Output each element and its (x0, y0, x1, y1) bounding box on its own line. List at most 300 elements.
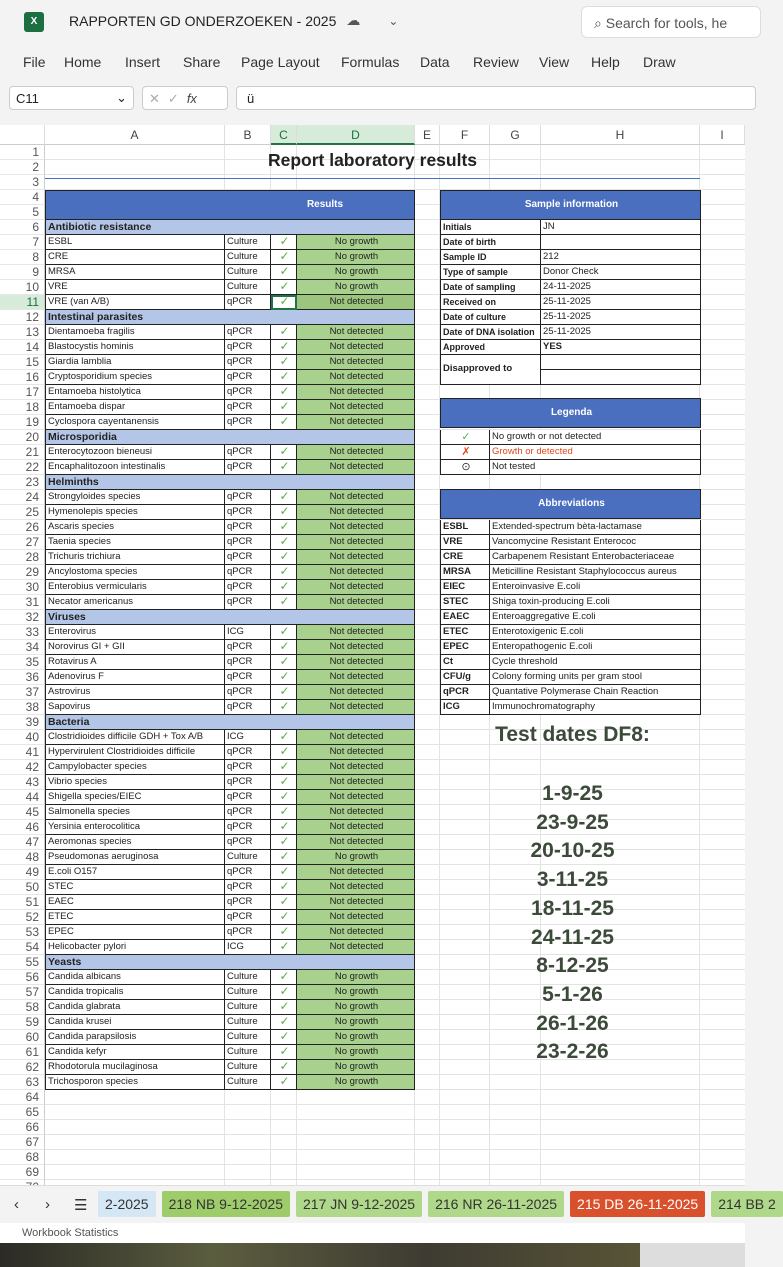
sample-info-value[interactable]: 212 (541, 250, 701, 265)
check-icon[interactable]: ✓ (271, 700, 297, 715)
check-icon[interactable]: ✓ (271, 385, 297, 400)
test-method: qPCR (225, 655, 271, 670)
row-header[interactable]: 17 (0, 385, 45, 400)
test-method: qPCR (225, 295, 271, 310)
test-result[interactable]: Not detected (297, 580, 415, 595)
row-header[interactable]: 11 (0, 295, 45, 310)
test-result[interactable]: Not detected (297, 895, 415, 910)
menu-data[interactable]: Data (420, 54, 450, 70)
test-method: qPCR (225, 580, 271, 595)
menu-home[interactable]: Home (64, 54, 102, 70)
enter-icon[interactable]: ✓ (167, 91, 187, 106)
check-icon[interactable]: ✓ (271, 985, 297, 1000)
row-header[interactable]: 60 (0, 1030, 45, 1045)
test-method: ICG (225, 730, 271, 745)
abbreviation: CFU/g (440, 670, 490, 685)
test-result[interactable]: Not detected (297, 550, 415, 565)
row-header[interactable]: 52 (0, 910, 45, 925)
abbreviation-meaning: Colony forming units per gram stool (490, 670, 701, 685)
abbreviation: Ct (440, 655, 490, 670)
row-header[interactable]: 31 (0, 595, 45, 610)
test-result[interactable]: Not detected (297, 415, 415, 430)
row-header[interactable]: 35 (0, 655, 45, 670)
row-header[interactable]: 41 (0, 745, 45, 760)
test-method: Culture (225, 970, 271, 985)
test-date: 23-9-25 (536, 810, 609, 834)
sheet-tab[interactable]: 215 DB 26-11-2025 (570, 1191, 705, 1217)
test-result[interactable]: Not detected (297, 940, 415, 955)
row-header[interactable]: 49 (0, 865, 45, 880)
check-icon[interactable]: ✓ (271, 250, 297, 265)
test-result[interactable]: Not detected (297, 520, 415, 535)
test-result[interactable]: No growth (297, 250, 415, 265)
test-name: Candida kefyr (45, 1045, 225, 1060)
row-header[interactable]: 34 (0, 640, 45, 655)
row-header[interactable]: 57 (0, 985, 45, 1000)
abbreviation-meaning: Extended-spectrum bèta-lactamase (490, 520, 701, 535)
row-header[interactable]: 32 (0, 610, 45, 625)
sheet-tab[interactable]: 214 BB 2 (711, 1191, 783, 1217)
test-result[interactable]: Not detected (297, 925, 415, 940)
test-result[interactable]: Not detected (297, 880, 415, 895)
row-header[interactable]: 14 (0, 340, 45, 355)
test-name: Salmonella species (45, 805, 225, 820)
test-name: Entamoeba histolytica (45, 385, 225, 400)
test-result[interactable]: Not detected (297, 565, 415, 580)
test-name: Encaphalitozoon intestinalis (45, 460, 225, 475)
test-result[interactable]: Not detected (297, 640, 415, 655)
row-header[interactable]: 8 (0, 250, 45, 265)
formula-input[interactable]: ü (236, 86, 756, 110)
check-icon[interactable]: ✓ (271, 895, 297, 910)
all-sheets-menu-icon[interactable]: ☰ (74, 1197, 88, 1214)
menu-draw[interactable]: Draw (643, 54, 676, 70)
column-header-A[interactable]: A (45, 125, 225, 145)
test-result[interactable]: No growth (297, 235, 415, 250)
test-name: E.coli O157 (45, 865, 225, 880)
desktop-background (0, 1243, 640, 1267)
test-result[interactable]: Not detected (297, 340, 415, 355)
sample-info-value[interactable]: Donor Check (541, 265, 701, 280)
check-icon[interactable]: ✓ (271, 460, 297, 475)
test-date: 26-1-26 (536, 1011, 609, 1035)
spreadsheet-grid[interactable] (0, 125, 745, 1185)
row-header[interactable]: 58 (0, 1000, 45, 1015)
check-icon[interactable]: ✓ (271, 820, 297, 835)
check-icon[interactable]: ✓ (271, 505, 297, 520)
disapproved-label: Disapproved to (440, 355, 541, 385)
row-header[interactable]: 6 (0, 220, 45, 235)
test-name: Clostridioides difficile GDH + Tox A/B (45, 730, 225, 745)
sample-info-value[interactable]: JN (541, 220, 701, 235)
check-icon[interactable]: ✓ (271, 925, 297, 940)
test-name: Candida albicans (45, 970, 225, 985)
row-header[interactable]: 68 (0, 1150, 45, 1165)
abbreviation-meaning: Meticilline Resistant Staphylococcus aureus (490, 565, 701, 580)
menu-share[interactable]: Share (183, 54, 221, 70)
check-icon[interactable]: ✓ (271, 910, 297, 925)
test-result[interactable]: Not detected (297, 760, 415, 775)
test-name: Enterocytozoon bieneusi (45, 445, 225, 460)
test-method: Culture (225, 250, 271, 265)
check-icon[interactable]: ✓ (271, 640, 297, 655)
test-method: qPCR (225, 820, 271, 835)
disapproved-value-2[interactable] (541, 370, 701, 385)
row-header[interactable]: 48 (0, 850, 45, 865)
desktop-background-right (640, 1243, 745, 1267)
abbreviation: VRE (440, 535, 490, 550)
test-result[interactable]: Not detected (297, 745, 415, 760)
test-result[interactable]: Not detected (297, 730, 415, 745)
row-header[interactable]: 21 (0, 445, 45, 460)
check-icon[interactable]: ✓ (271, 760, 297, 775)
row-header[interactable]: 53 (0, 925, 45, 940)
legend-text: Not tested (490, 460, 701, 475)
gridline-h (45, 1134, 745, 1135)
prev-sheet-icon[interactable]: ‹ (14, 1196, 19, 1213)
check-icon[interactable]: ✓ (271, 490, 297, 505)
check-icon[interactable]: ✓ (271, 580, 297, 595)
row-header[interactable]: 40 (0, 730, 45, 745)
row-header[interactable]: 26 (0, 520, 45, 535)
check-icon[interactable]: ✓ (271, 1060, 297, 1075)
sheet-tab[interactable]: 217 JN 9-12-2025 (296, 1191, 422, 1217)
row-header[interactable]: 39 (0, 715, 45, 730)
sample-info-value[interactable]: YES (541, 340, 701, 355)
test-method: Culture (225, 235, 271, 250)
gridline-h (45, 1119, 745, 1120)
sample-info-value[interactable]: 25-11-2025 (541, 295, 701, 310)
test-result[interactable]: No growth (297, 1015, 415, 1030)
column-header-F[interactable]: F (440, 125, 490, 145)
cloud-saved-icon[interactable]: ☁ (346, 12, 361, 28)
check-icon[interactable]: ✓ (271, 1000, 297, 1015)
menu-page-layout[interactable]: Page Layout (241, 54, 320, 70)
test-result[interactable]: Not detected (297, 700, 415, 715)
check-icon[interactable]: ✓ (271, 1015, 297, 1030)
test-name: VRE (45, 280, 225, 295)
name-box-value: C11 (16, 91, 39, 106)
row-header[interactable]: 5 (0, 205, 45, 220)
test-method: qPCR (225, 775, 271, 790)
test-result[interactable]: Not detected (297, 370, 415, 385)
check-icon[interactable]: ✓ (271, 295, 297, 310)
row-header[interactable]: 1 (0, 145, 45, 160)
menu-file[interactable]: File (23, 54, 46, 70)
test-result[interactable]: No growth (297, 1030, 415, 1045)
check-icon[interactable]: ✓ (271, 670, 297, 685)
test-method: qPCR (225, 760, 271, 775)
row-header[interactable]: 25 (0, 505, 45, 520)
test-name: Necator americanus (45, 595, 225, 610)
test-method: qPCR (225, 595, 271, 610)
sample-info-value[interactable]: 25-11-2025 (541, 310, 701, 325)
check-icon[interactable]: ✓ (271, 655, 297, 670)
row-header[interactable]: 7 (0, 235, 45, 250)
test-result[interactable]: No growth (297, 850, 415, 865)
legend-icon: ✗ (440, 445, 490, 460)
sample-info-label: Approved (440, 340, 541, 355)
sheet-tab[interactable]: 216 NR 26-11-2025 (428, 1191, 564, 1217)
row-header[interactable]: 56 (0, 970, 45, 985)
column-header-H[interactable]: H (541, 125, 700, 145)
check-icon[interactable]: ✓ (271, 790, 297, 805)
row-header[interactable]: 24 (0, 490, 45, 505)
row-header[interactable]: 43 (0, 775, 45, 790)
row-header[interactable]: 18 (0, 400, 45, 415)
row-header[interactable]: 46 (0, 820, 45, 835)
row-header[interactable]: 16 (0, 370, 45, 385)
row-header[interactable]: 4 (0, 190, 45, 205)
row-header[interactable]: 12 (0, 310, 45, 325)
test-method: Culture (225, 850, 271, 865)
test-method: qPCR (225, 370, 271, 385)
row-header[interactable]: 61 (0, 1045, 45, 1060)
menu-review[interactable]: Review (473, 54, 519, 70)
row-header[interactable]: 64 (0, 1090, 45, 1105)
row-header[interactable]: 54 (0, 940, 45, 955)
sheet-tab[interactable]: 218 NB 9-12-2025 (162, 1191, 290, 1217)
check-icon[interactable]: ✓ (271, 685, 297, 700)
row-header[interactable]: 30 (0, 580, 45, 595)
sheet-tabs (98, 1191, 776, 1217)
section-header: Viruses (45, 610, 415, 625)
row-header[interactable]: 42 (0, 760, 45, 775)
sample-info-value[interactable]: 25-11-2025 (541, 325, 701, 340)
row-header[interactable]: 65 (0, 1105, 45, 1120)
chevron-down-icon[interactable]: ⌄ (388, 13, 399, 28)
menu-help[interactable]: Help (591, 54, 620, 70)
row-header[interactable]: 63 (0, 1075, 45, 1090)
disapproved-value-1[interactable] (541, 355, 701, 370)
test-name: Cryptosporidium species (45, 370, 225, 385)
abbreviation-meaning: Enteroinvasive E.coli (490, 580, 701, 595)
test-date: 5-1-26 (542, 982, 603, 1006)
row-header[interactable]: 10 (0, 280, 45, 295)
sheet-tab[interactable]: 2-2025 (98, 1191, 156, 1217)
column-header-C[interactable]: C (271, 125, 297, 145)
search-box[interactable] (581, 6, 761, 38)
test-result[interactable]: Not detected (297, 670, 415, 685)
report-title: Report laboratory results (267, 150, 478, 170)
row-header[interactable]: 38 (0, 700, 45, 715)
test-result[interactable]: Not detected (297, 295, 415, 310)
test-name: Campylobacter species (45, 760, 225, 775)
test-result[interactable]: No growth (297, 1045, 415, 1060)
test-result[interactable]: Not detected (297, 535, 415, 550)
row-header[interactable]: 20 (0, 430, 45, 445)
check-icon[interactable]: ✓ (271, 355, 297, 370)
test-result[interactable]: Not detected (297, 400, 415, 415)
test-result[interactable]: Not detected (297, 595, 415, 610)
test-result[interactable]: Not detected (297, 505, 415, 520)
test-result[interactable]: Not detected (297, 820, 415, 835)
check-icon[interactable]: ✓ (271, 1075, 297, 1090)
select-all-corner[interactable] (0, 125, 45, 145)
check-icon[interactable]: ✓ (271, 1030, 297, 1045)
row-header[interactable]: 36 (0, 670, 45, 685)
sample-info-value[interactable]: 24-11-2025 (541, 280, 701, 295)
check-icon[interactable]: ✓ (271, 865, 297, 880)
test-result[interactable]: No growth (297, 265, 415, 280)
title-underline (45, 178, 700, 179)
check-icon[interactable]: ✓ (271, 520, 297, 535)
test-result[interactable]: Not detected (297, 355, 415, 370)
test-result[interactable]: Not detected (297, 910, 415, 925)
test-result[interactable]: Not detected (297, 385, 415, 400)
check-icon[interactable]: ✓ (271, 940, 297, 955)
check-icon[interactable]: ✓ (271, 325, 297, 340)
test-result[interactable]: No growth (297, 970, 415, 985)
row-header[interactable]: 55 (0, 955, 45, 970)
row-header[interactable]: 37 (0, 685, 45, 700)
check-icon[interactable]: ✓ (271, 805, 297, 820)
check-icon[interactable]: ✓ (271, 265, 297, 280)
sample-info-value[interactable] (541, 235, 701, 250)
check-icon[interactable]: ✓ (271, 880, 297, 895)
abbreviations-header: Abbreviations (440, 489, 701, 519)
column-header-D[interactable]: D (297, 125, 415, 145)
test-method: qPCR (225, 895, 271, 910)
check-icon[interactable]: ✓ (271, 370, 297, 385)
row-header[interactable]: 22 (0, 460, 45, 475)
column-header-G[interactable]: G (490, 125, 541, 145)
abbreviation-meaning: Enteroaggregative E.coli (490, 610, 701, 625)
row-header[interactable]: 62 (0, 1060, 45, 1075)
test-name: Candida glabrata (45, 1000, 225, 1015)
row-header[interactable]: 19 (0, 415, 45, 430)
check-icon[interactable]: ✓ (271, 595, 297, 610)
abbreviation: CRE (440, 550, 490, 565)
check-icon[interactable]: ✓ (271, 745, 297, 760)
check-icon[interactable]: ✓ (271, 970, 297, 985)
test-name: Rhodotorula mucilaginosa (45, 1060, 225, 1075)
check-icon[interactable]: ✓ (271, 415, 297, 430)
test-name: Enterovirus (45, 625, 225, 640)
row-header[interactable]: 51 (0, 895, 45, 910)
test-method: qPCR (225, 565, 271, 580)
section-header: Yeasts (45, 955, 415, 970)
legend-text: Growth or detected (490, 445, 701, 460)
test-result[interactable]: Not detected (297, 460, 415, 475)
test-name: Hypervirulent Clostridioides difficile (45, 745, 225, 760)
row-header[interactable]: 44 (0, 790, 45, 805)
test-name: Helicobacter pylori (45, 940, 225, 955)
test-result[interactable]: Not detected (297, 325, 415, 340)
check-icon[interactable]: ✓ (271, 835, 297, 850)
row-header[interactable]: 33 (0, 625, 45, 640)
test-method: qPCR (225, 865, 271, 880)
test-result[interactable]: Not detected (297, 625, 415, 640)
menu-formulas[interactable]: Formulas (341, 54, 400, 70)
sheet-tab-bar (0, 1185, 776, 1223)
menu-insert[interactable]: Insert (125, 54, 161, 70)
row-header[interactable]: 23 (0, 475, 45, 490)
row-header[interactable]: 13 (0, 325, 45, 340)
test-result[interactable]: No growth (297, 1000, 415, 1015)
test-result[interactable]: Not detected (297, 685, 415, 700)
test-method: qPCR (225, 535, 271, 550)
row-header[interactable]: 67 (0, 1135, 45, 1150)
test-method: qPCR (225, 640, 271, 655)
test-name: Giardia lamblia (45, 355, 225, 370)
check-icon[interactable]: ✓ (271, 340, 297, 355)
test-method: qPCR (225, 700, 271, 715)
abbreviation: ESBL (440, 520, 490, 535)
row-header[interactable]: 15 (0, 355, 45, 370)
legend-icon: ✓ (440, 430, 490, 445)
check-icon[interactable]: ✓ (271, 730, 297, 745)
check-icon[interactable]: ✓ (271, 850, 297, 865)
abbreviation-meaning: Quantative Polymerase Chain Reaction (490, 685, 701, 700)
check-icon[interactable]: ✓ (271, 400, 297, 415)
check-icon[interactable]: ✓ (271, 445, 297, 460)
column-header-B[interactable]: B (225, 125, 271, 145)
cancel-icon[interactable]: ✕ (149, 91, 168, 106)
document-title[interactable]: RAPPORTEN GD ONDERZOEKEN - 2025 (69, 12, 337, 29)
test-result[interactable]: Not detected (297, 805, 415, 820)
row-header[interactable]: 9 (0, 265, 45, 280)
check-icon[interactable]: ✓ (271, 235, 297, 250)
test-name: Trichosporon species (45, 1075, 225, 1090)
insert-function-icon[interactable]: fx (186, 91, 197, 106)
test-result[interactable]: Not detected (297, 655, 415, 670)
abbreviation: ETEC (440, 625, 490, 640)
menu-view[interactable]: View (539, 54, 570, 70)
next-sheet-icon[interactable]: › (45, 1196, 50, 1213)
row-header[interactable]: 27 (0, 535, 45, 550)
check-icon[interactable]: ✓ (271, 280, 297, 295)
check-icon[interactable]: ✓ (271, 775, 297, 790)
check-icon[interactable]: ✓ (271, 625, 297, 640)
row-header[interactable]: 66 (0, 1120, 45, 1135)
test-result[interactable]: Not detected (297, 790, 415, 805)
test-method: qPCR (225, 385, 271, 400)
test-result[interactable]: No growth (297, 985, 415, 1000)
test-result[interactable]: Not detected (297, 490, 415, 505)
row-header[interactable]: 3 (0, 175, 45, 190)
test-result[interactable]: No growth (297, 280, 415, 295)
row-header[interactable]: 59 (0, 1015, 45, 1030)
test-result[interactable]: No growth (297, 1075, 415, 1090)
row-header[interactable]: 29 (0, 565, 45, 580)
row-header[interactable]: 50 (0, 880, 45, 895)
test-method: qPCR (225, 520, 271, 535)
row-header[interactable]: 45 (0, 805, 45, 820)
check-icon[interactable]: ✓ (271, 565, 297, 580)
check-icon[interactable]: ✓ (271, 550, 297, 565)
column-header-E[interactable]: E (415, 125, 440, 145)
test-result[interactable]: Not detected (297, 865, 415, 880)
test-result[interactable]: Not detected (297, 445, 415, 460)
row-header[interactable]: 2 (0, 160, 45, 175)
column-header-I[interactable]: I (700, 125, 745, 145)
test-result[interactable]: Not detected (297, 835, 415, 850)
test-result[interactable]: Not detected (297, 775, 415, 790)
test-date: 3-11-25 (536, 868, 609, 892)
row-header[interactable]: 47 (0, 835, 45, 850)
test-method: qPCR (225, 805, 271, 820)
name-box[interactable] (9, 86, 134, 110)
check-icon[interactable]: ✓ (271, 535, 297, 550)
legend-icon: ⊙ (440, 460, 490, 475)
check-icon[interactable]: ✓ (271, 1045, 297, 1060)
row-header[interactable]: 69 (0, 1165, 45, 1180)
test-result[interactable]: No growth (297, 1060, 415, 1075)
section-header: Helminths (45, 475, 415, 490)
row-header[interactable]: 28 (0, 550, 45, 565)
test-method: ICG (225, 940, 271, 955)
